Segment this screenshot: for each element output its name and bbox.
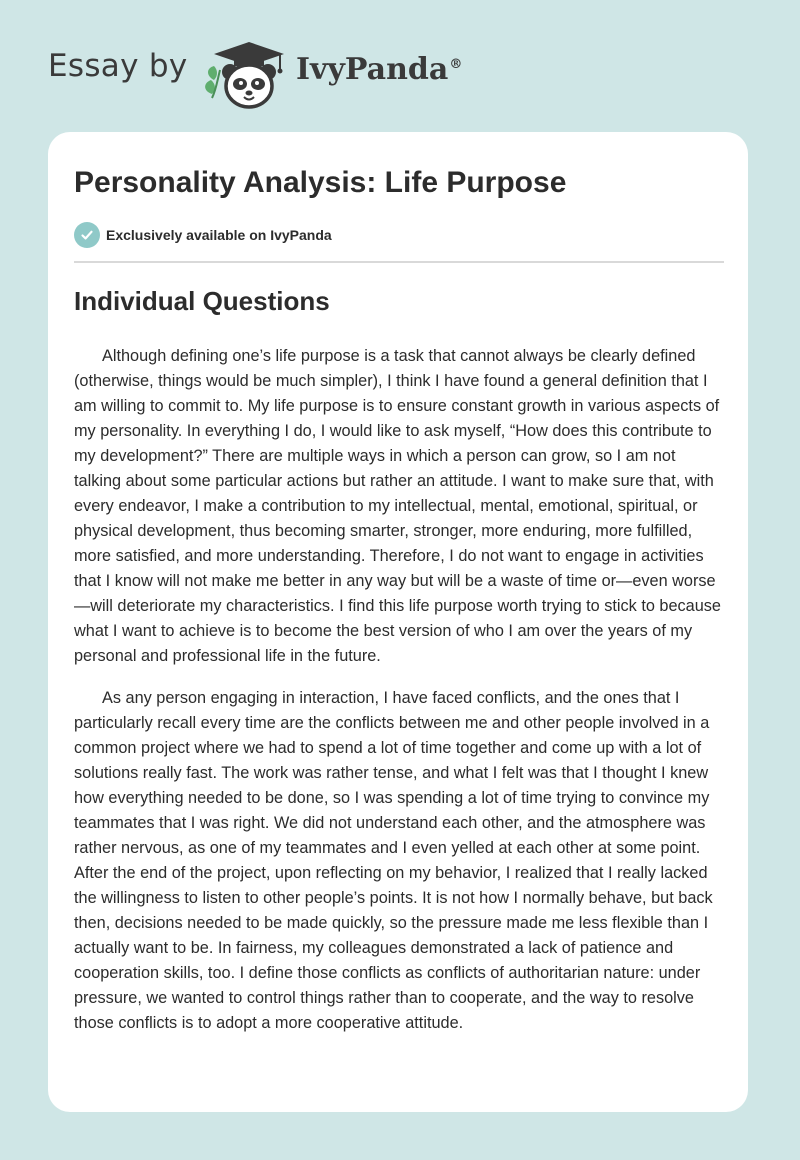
page-title: Personality Analysis: Life Purpose [74, 166, 567, 199]
essay-body [74, 344, 726, 1053]
check-icon [74, 222, 100, 248]
panda-graduate-logo-icon[interactable] [200, 36, 296, 112]
title-divider [74, 261, 724, 263]
site-header [0, 0, 800, 130]
registered-mark: ® [449, 57, 463, 72]
essay-paragraph: As any person engaging in interaction, I have faced conflicts, and the ones that I particularly recall every time are the conflicts between me and other people involved in a common project where we had to spend a lot of time together and come up with a lot of solutions really fast. The work was rather tense, and what I felt was that I thought I knew how everything needed to be done, so I was spending a lot of time trying to convince my teammates that I was right. We did not understand each other, and the atmosphere was rather nervous, as one of my teammates and I even yelled at each other at some point. After the end of the project, upon reflecting on my behavior, I realized that I really lacked the willingness to listen to other people’s points. It is not how I normally behave, but back then, decisions needed to be made quickly, so the pressure made me less flexible than I actually want to be. In fairness, my colleagues demonstrated a lack of patience and cooperation skills, too. I define those conflicts as conflicts of authoritarian nature: under pressure, we wanted to control things rather than to cooperate, and the way to resolve those conflicts is to adopt a more cooperative attitude. [74, 689, 713, 1032]
essay-by-label: Essay by [48, 48, 188, 84]
section-heading: Individual Questions [74, 286, 330, 316]
brand-name[interactable]: IvyPanda® [296, 52, 463, 87]
essay-paragraph: Although defining one’s life purpose is a task that cannot always be clearly defined (otherwise, things would be much simpler), I think I have found a general definition that I am willing to commit to. My life purpose is to ensure constant growth in various aspects of my personality. In everything I do, I would like to ask myself, “How does this contribute to my development?” There are multiple ways in which a person can grow, so I am not talking about some particular actions but rather an attitude. I want to make sure that, with every endeavor, I make a contribution to my intellectual, mental, emotional, spiritual, or physical development, thus becoming smarter, stronger, more enduring, more fulfilled, more satisfied, and more understanding. Therefore, I do not want to engage in activities that I know will not make me better in any way but will be a waste of time or—even worse—will deteriorate my characteristics. I find this life purpose worth trying to stick to because what I want to achieve is to become the best version of who I am over the years of my personal and professional life in the future. [74, 347, 721, 665]
exclusive-badge-label: Exclusively available on IvyPanda [106, 227, 332, 243]
essay-card [48, 132, 748, 1112]
exclusive-badge [74, 222, 332, 248]
